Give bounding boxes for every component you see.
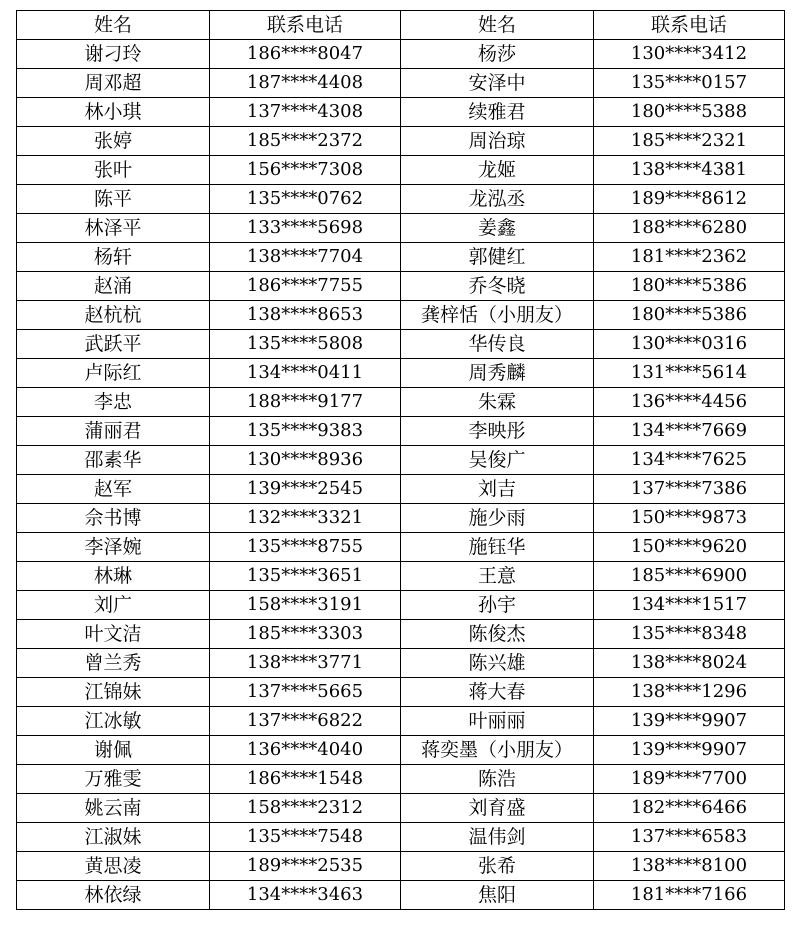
- contact-name-right: 孙宇: [401, 591, 594, 620]
- contact-name-left: 江淑妹: [17, 823, 210, 852]
- contact-table: [16, 10, 785, 910]
- contact-phone-right: 180****5388: [594, 98, 785, 127]
- contact-phone-left: 130****8936: [210, 446, 401, 475]
- contact-name-left: 李忠: [17, 388, 210, 417]
- contact-phone-left: 135****0762: [210, 185, 401, 214]
- contact-phone-right: 180****5386: [594, 301, 785, 330]
- contact-name-left: 黄思凌: [17, 852, 210, 881]
- contact-phone-right: 150****9873: [594, 504, 785, 533]
- contact-name-left: 周邓超: [17, 69, 210, 98]
- contact-name-right: 郭健红: [401, 243, 594, 272]
- contact-name-left: 万雅雯: [17, 765, 210, 794]
- contact-name-left: 谢刁玲: [17, 40, 210, 69]
- contact-name-right: 龚梓恬（小朋友）: [401, 301, 594, 330]
- contact-phone-right: 189****8612: [594, 185, 785, 214]
- table-body: [17, 40, 785, 910]
- table-row: [17, 620, 785, 649]
- table-row: [17, 98, 785, 127]
- contact-name-right: 龙姬: [401, 156, 594, 185]
- contact-name-left: 曾兰秀: [17, 649, 210, 678]
- contact-phone-left: 135****3651: [210, 562, 401, 591]
- table-row: [17, 272, 785, 301]
- contact-phone-left: 188****9177: [210, 388, 401, 417]
- contact-name-right: 朱霖: [401, 388, 594, 417]
- contact-phone-left: 158****3191: [210, 591, 401, 620]
- contact-phone-right: 135****0157: [594, 69, 785, 98]
- table-row: [17, 417, 785, 446]
- contact-phone-right: 139****9907: [594, 736, 785, 765]
- table-row: [17, 301, 785, 330]
- contact-name-right: 张希: [401, 852, 594, 881]
- table-row: [17, 852, 785, 881]
- contact-name-right: 蒋奕墨（小朋友）: [401, 736, 594, 765]
- contact-phone-right: 134****7669: [594, 417, 785, 446]
- table-row: [17, 156, 785, 185]
- contact-name-right: 吴俊广: [401, 446, 594, 475]
- contact-phone-left: 138****3771: [210, 649, 401, 678]
- contact-phone-left: 135****9383: [210, 417, 401, 446]
- contact-name-left: 江冰敏: [17, 707, 210, 736]
- contact-name-right: 刘吉: [401, 475, 594, 504]
- contact-phone-right: 137****6583: [594, 823, 785, 852]
- contact-name-left: 佘书博: [17, 504, 210, 533]
- contact-phone-right: 182****6466: [594, 794, 785, 823]
- contact-name-left: 刘广: [17, 591, 210, 620]
- contact-name-right: 李映彤: [401, 417, 594, 446]
- table-row: [17, 243, 785, 272]
- contact-phone-right: 131****5614: [594, 359, 785, 388]
- contact-phone-right: 136****4456: [594, 388, 785, 417]
- contact-phone-left: 156****7308: [210, 156, 401, 185]
- contact-name-right: 陈浩: [401, 765, 594, 794]
- contact-phone-left: 158****2312: [210, 794, 401, 823]
- contact-phone-left: 185****3303: [210, 620, 401, 649]
- table-row: [17, 214, 785, 243]
- contact-phone-left: 139****2545: [210, 475, 401, 504]
- table-row: [17, 69, 785, 98]
- contact-phone-left: 187****4408: [210, 69, 401, 98]
- contact-phone-left: 186****1548: [210, 765, 401, 794]
- contact-name-right: 陈俊杰: [401, 620, 594, 649]
- contact-name-right: 姜鑫: [401, 214, 594, 243]
- table-row: [17, 765, 785, 794]
- contact-name-left: 邵素华: [17, 446, 210, 475]
- contact-name-left: 陈平: [17, 185, 210, 214]
- table-row: [17, 649, 785, 678]
- contact-name-left: 赵涌: [17, 272, 210, 301]
- table-row: [17, 562, 785, 591]
- contact-name-left: 林依绿: [17, 881, 210, 910]
- contact-phone-left: 135****7548: [210, 823, 401, 852]
- contact-name-right: 华传良: [401, 330, 594, 359]
- contact-name-left: 林泽平: [17, 214, 210, 243]
- contact-name-left: 林小琪: [17, 98, 210, 127]
- contact-name-right: 周治琼: [401, 127, 594, 156]
- contact-phone-left: 136****4040: [210, 736, 401, 765]
- contact-name-left: 江锦妹: [17, 678, 210, 707]
- contact-phone-right: 150****9620: [594, 533, 785, 562]
- contact-name-left: 赵杭杭: [17, 301, 210, 330]
- contact-name-right: 施少雨: [401, 504, 594, 533]
- table-row: [17, 881, 785, 910]
- contact-phone-left: 134****0411: [210, 359, 401, 388]
- contact-phone-left: 133****5698: [210, 214, 401, 243]
- table-row: [17, 40, 785, 69]
- contact-phone-right: 138****8024: [594, 649, 785, 678]
- contact-phone-right: 139****9907: [594, 707, 785, 736]
- header-name-left: 姓名: [17, 11, 210, 40]
- table-row: [17, 678, 785, 707]
- contact-phone-right: 138****8100: [594, 852, 785, 881]
- table-row: [17, 794, 785, 823]
- contact-name-right: 刘育盛: [401, 794, 594, 823]
- contact-name-left: 林琳: [17, 562, 210, 591]
- contact-name-left: 姚云南: [17, 794, 210, 823]
- contact-phone-right: 181****2362: [594, 243, 785, 272]
- contact-name-left: 武跃平: [17, 330, 210, 359]
- contact-name-right: 乔冬晓: [401, 272, 594, 301]
- contact-name-right: 焦阳: [401, 881, 594, 910]
- contact-phone-left: 186****7755: [210, 272, 401, 301]
- contact-name-right: 温伟剑: [401, 823, 594, 852]
- table-row: [17, 127, 785, 156]
- header-name-right: 姓名: [401, 11, 594, 40]
- contact-name-left: 张叶: [17, 156, 210, 185]
- contact-name-right: 安泽中: [401, 69, 594, 98]
- contact-name-left: 卢际红: [17, 359, 210, 388]
- contact-name-left: 叶文洁: [17, 620, 210, 649]
- contact-name-right: 王意: [401, 562, 594, 591]
- table-row: [17, 504, 785, 533]
- table-row: [17, 330, 785, 359]
- contact-phone-right: 185****6900: [594, 562, 785, 591]
- contact-phone-left: 189****2535: [210, 852, 401, 881]
- contact-phone-right: 130****3412: [594, 40, 785, 69]
- contact-phone-left: 186****8047: [210, 40, 401, 69]
- table-row: [17, 475, 785, 504]
- table-row: [17, 388, 785, 417]
- contact-phone-left: 134****3463: [210, 881, 401, 910]
- contact-phone-right: 180****5386: [594, 272, 785, 301]
- contact-name-left: 谢佩: [17, 736, 210, 765]
- contact-name-right: 蒋大春: [401, 678, 594, 707]
- table-row: [17, 359, 785, 388]
- contact-name-right: 陈兴雄: [401, 649, 594, 678]
- header-phone-left: 联系电话: [210, 11, 401, 40]
- table-row: [17, 707, 785, 736]
- table-row: [17, 591, 785, 620]
- contact-name-right: 杨莎: [401, 40, 594, 69]
- contact-phone-right: 134****7625: [594, 446, 785, 475]
- contact-name-right: 周秀麟: [401, 359, 594, 388]
- contact-name-right: 龙泓丞: [401, 185, 594, 214]
- contact-name-left: 蒲丽君: [17, 417, 210, 446]
- contact-phone-right: 138****4381: [594, 156, 785, 185]
- contact-name-left: 赵军: [17, 475, 210, 504]
- contact-name-right: 施钰华: [401, 533, 594, 562]
- contact-name-right: 叶丽丽: [401, 707, 594, 736]
- contact-name-left: 杨轩: [17, 243, 210, 272]
- header-row: [17, 11, 785, 40]
- contact-name-right: 续雅君: [401, 98, 594, 127]
- contact-phone-left: 137****5665: [210, 678, 401, 707]
- table-row: [17, 446, 785, 475]
- contact-phone-right: 137****7386: [594, 475, 785, 504]
- contact-phone-right: 185****2321: [594, 127, 785, 156]
- contact-phone-left: 137****4308: [210, 98, 401, 127]
- table-row: [17, 185, 785, 214]
- contact-name-left: 张婷: [17, 127, 210, 156]
- table-row: [17, 736, 785, 765]
- contact-phone-right: 134****1517: [594, 591, 785, 620]
- table-row: [17, 823, 785, 852]
- contact-name-left: 李泽婉: [17, 533, 210, 562]
- contact-phone-right: 138****1296: [594, 678, 785, 707]
- header-phone-right: 联系电话: [594, 11, 785, 40]
- contact-phone-right: 135****8348: [594, 620, 785, 649]
- contact-phone-right: 189****7700: [594, 765, 785, 794]
- contact-phone-right: 130****0316: [594, 330, 785, 359]
- table-row: [17, 533, 785, 562]
- contact-phone-left: 132****3321: [210, 504, 401, 533]
- contact-phone-left: 185****2372: [210, 127, 401, 156]
- contact-phone-left: 137****6822: [210, 707, 401, 736]
- contact-phone-right: 181****7166: [594, 881, 785, 910]
- contact-phone-left: 138****8653: [210, 301, 401, 330]
- contact-phone-left: 135****5808: [210, 330, 401, 359]
- contact-phone-left: 135****8755: [210, 533, 401, 562]
- contact-phone-left: 138****7704: [210, 243, 401, 272]
- contact-phone-right: 188****6280: [594, 214, 785, 243]
